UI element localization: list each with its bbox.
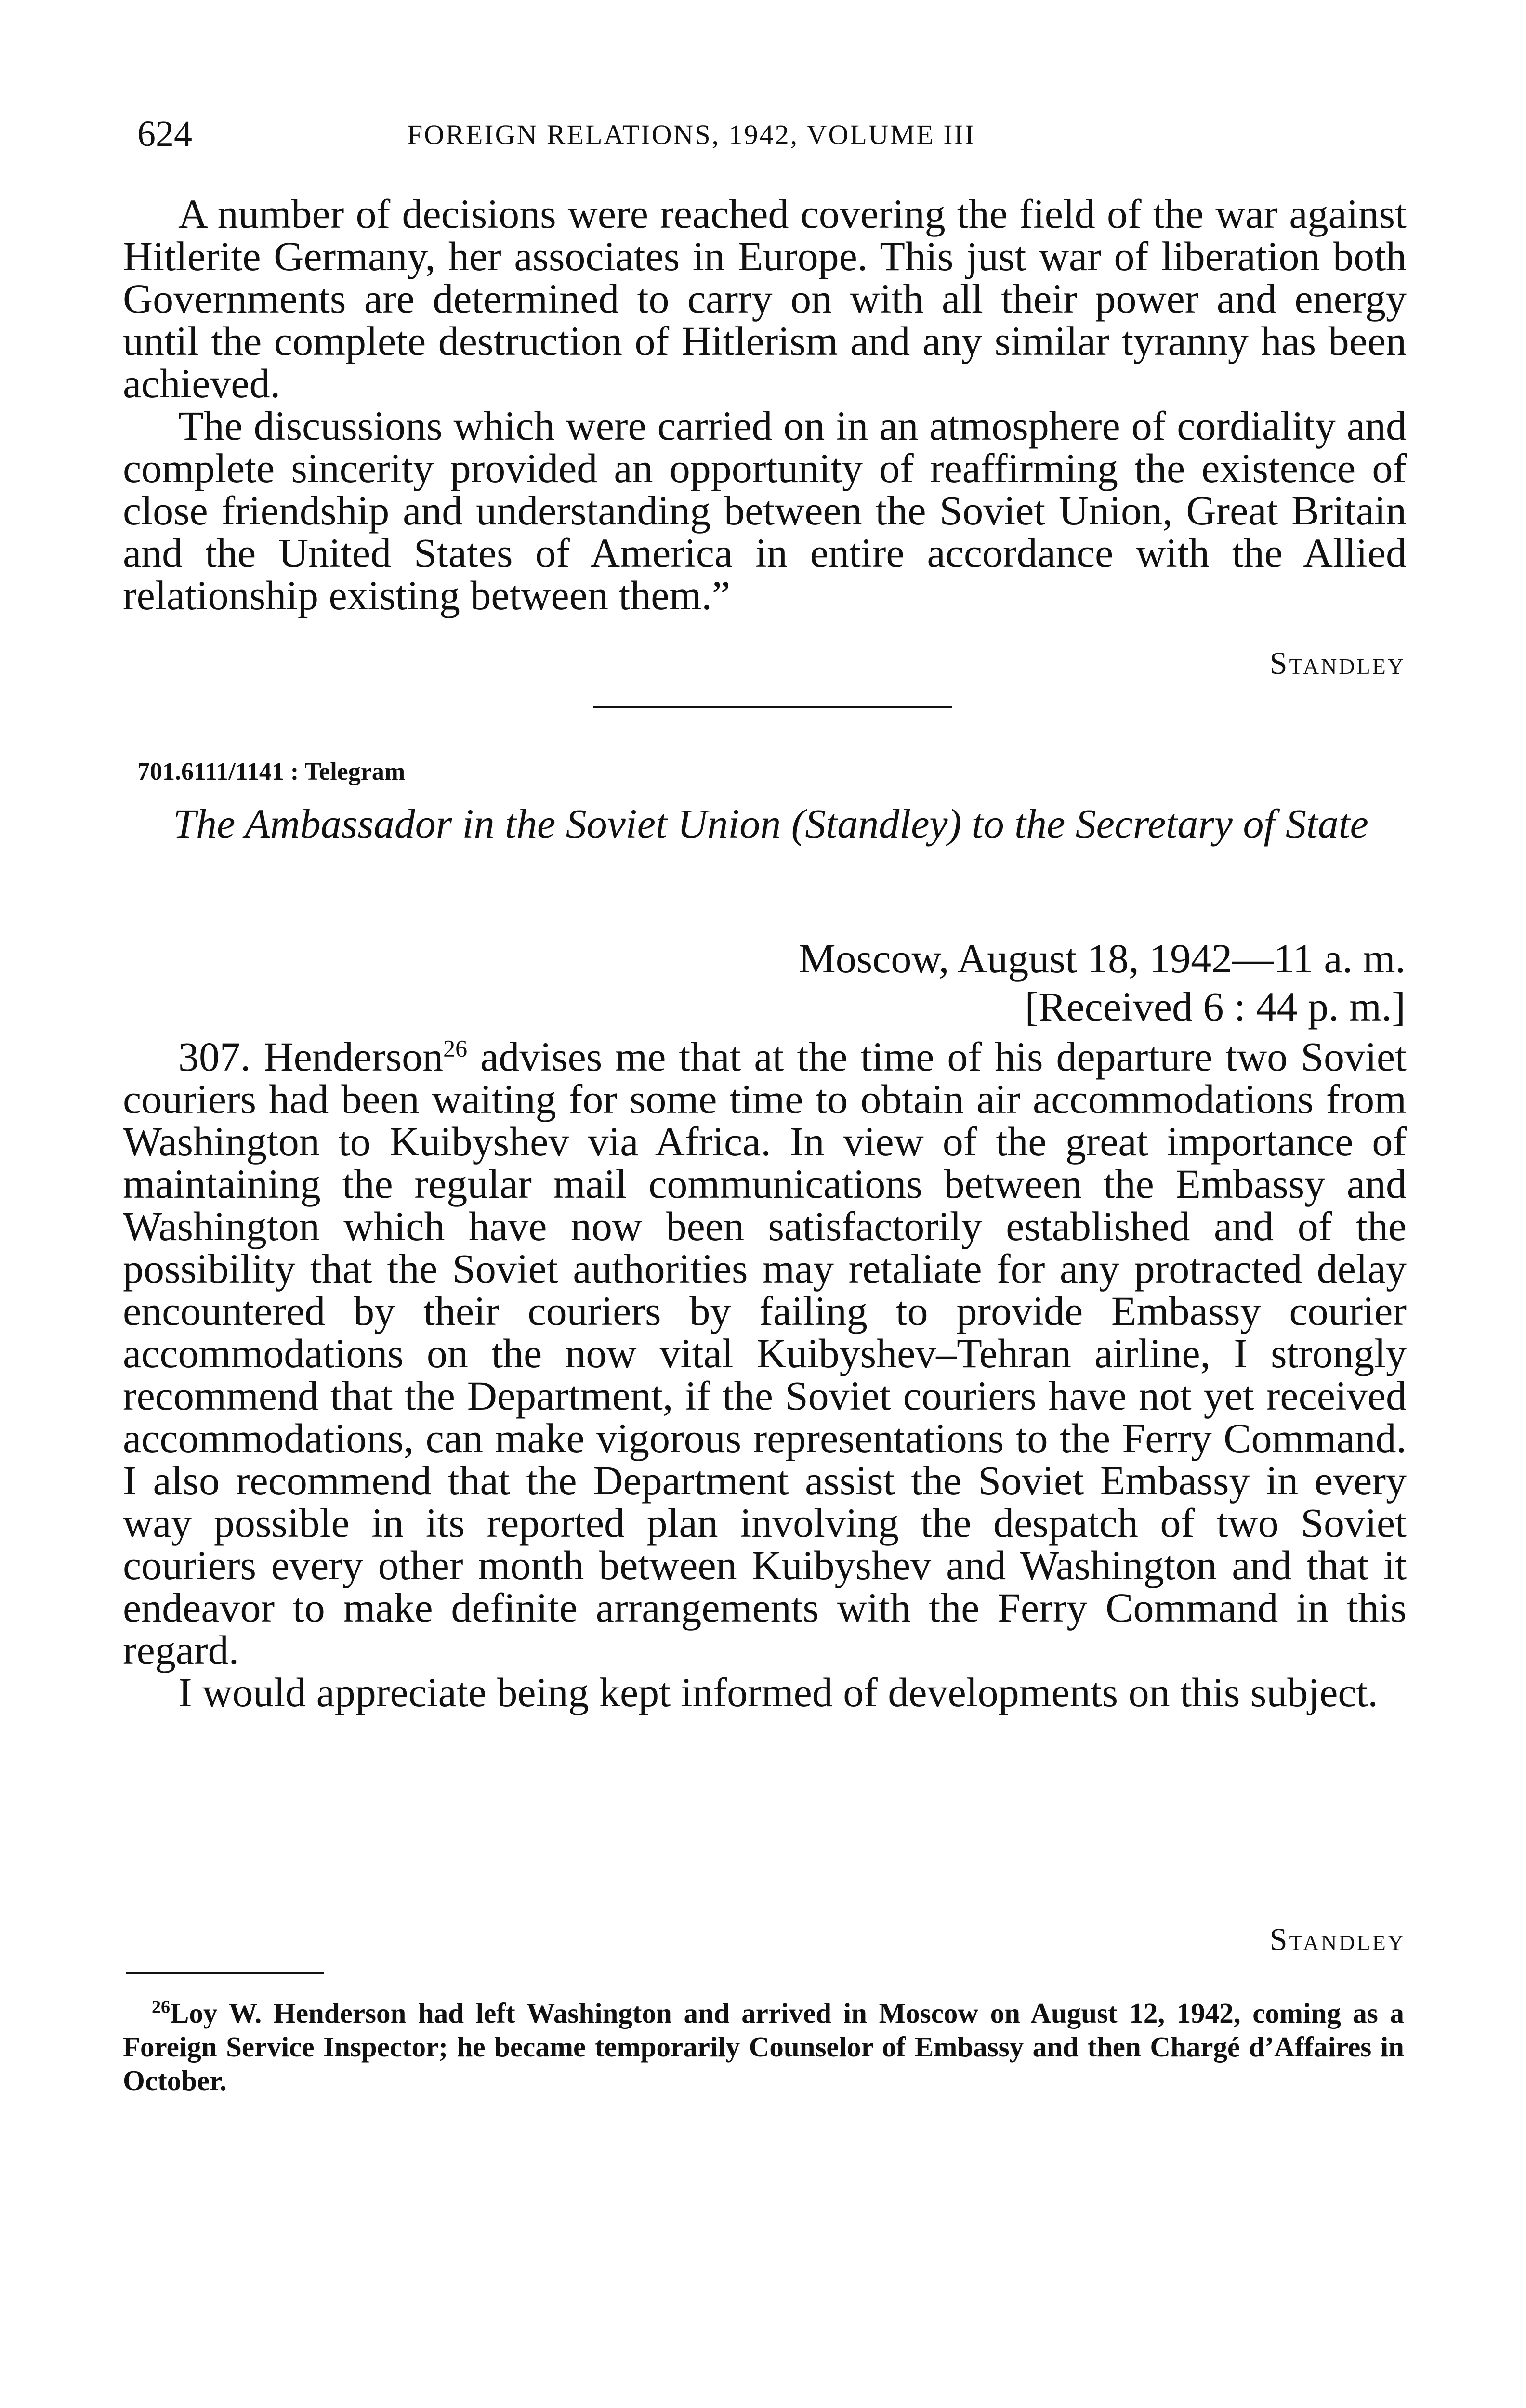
document-title: The Ambassador in the Soviet Union (Standley) to the Secretary of State bbox=[173, 800, 1368, 847]
telegram-paragraph-1 bbox=[123, 1035, 1407, 1671]
previous-paragraph-2: The discussions which were carried on in an atmosphere of cordiality and complete sincerity provided an opportunity of reaffirming the existence of close friendship and understanding between the Soviet Union, Great Britain and the United States of America in entire accordance with the Allied relationship existing between them.” bbox=[123, 403, 1407, 618]
telegram-paragraph-1-text: advises me that at the time of his departure two Soviet couriers had been waiting for some time to obtain air accommodations from Washington to Kuibyshev via Africa. In view of the great importance of maintaining the regular mail communications between the Embassy and Washington which have now been satisfactorily established and of the possibility that the Soviet authorities may retaliate for any protracted delay encountered by their couriers by failing to provide Embassy courier accommodations on the now vital Kuibyshev–Tehran airline, I strongly recommend that the Department, if the Soviet couriers have not yet received accommodations, can make vigorous representations to the Ferry Command. I also recommend that the Department assist the Soviet Embassy in every way possible in its reported plan involving the despatch of two Soviet couriers every other month between Kuibyshev and Washington and that it endeavor to make definite arrangements with the Ferry Command in this regard. bbox=[123, 1034, 1407, 1673]
received-note: [Received 6 : 44 p. m.] bbox=[1025, 983, 1406, 1030]
dateline: Moscow, August 18, 1942—11 a. m. bbox=[799, 935, 1406, 982]
section-divider bbox=[593, 706, 952, 708]
previous-document-signature: Standley bbox=[1269, 646, 1406, 681]
page-header bbox=[137, 110, 1414, 163]
footnote bbox=[123, 1996, 1404, 2097]
running-head: FOREIGN RELATIONS, 1942, VOLUME III bbox=[407, 119, 976, 150]
footnote-reference[interactable]: 26 bbox=[443, 1034, 468, 1062]
telegram-body bbox=[123, 1035, 1407, 1714]
previous-document-body bbox=[123, 193, 1407, 616]
previous-paragraph-1: A number of decisions were reached covering the field of the war against Hitlerite Germany, her associates in Europe. This just war of liberation both Governments are determined to carry on with all their power and energy until the complete destruction of Hitlerism and any similar tyranny has been achieved. bbox=[123, 191, 1407, 406]
telegram-signature: Standley bbox=[1269, 1922, 1406, 1957]
telegram-paragraph-2: I would appreciate being kept informed of developments on this subject. bbox=[178, 1669, 1378, 1715]
dateline-block bbox=[799, 934, 1406, 1031]
page-number: 624 bbox=[137, 114, 192, 154]
paragraph-number-and-name: 307. Henderson bbox=[178, 1034, 444, 1080]
footnote-rule bbox=[126, 1972, 324, 1974]
footnote-text: Loy W. Henderson had left Washington and arrived in Moscow on August 12, 1942, coming as a Foreign Service Inspector; he became temporarily Counselor of Embassy and then Chargé d’Affaires in October. bbox=[123, 1997, 1404, 2096]
document-file-number: 701.6111/1141 : Telegram bbox=[137, 758, 406, 785]
footnote-mark: 26 bbox=[152, 1997, 170, 2017]
